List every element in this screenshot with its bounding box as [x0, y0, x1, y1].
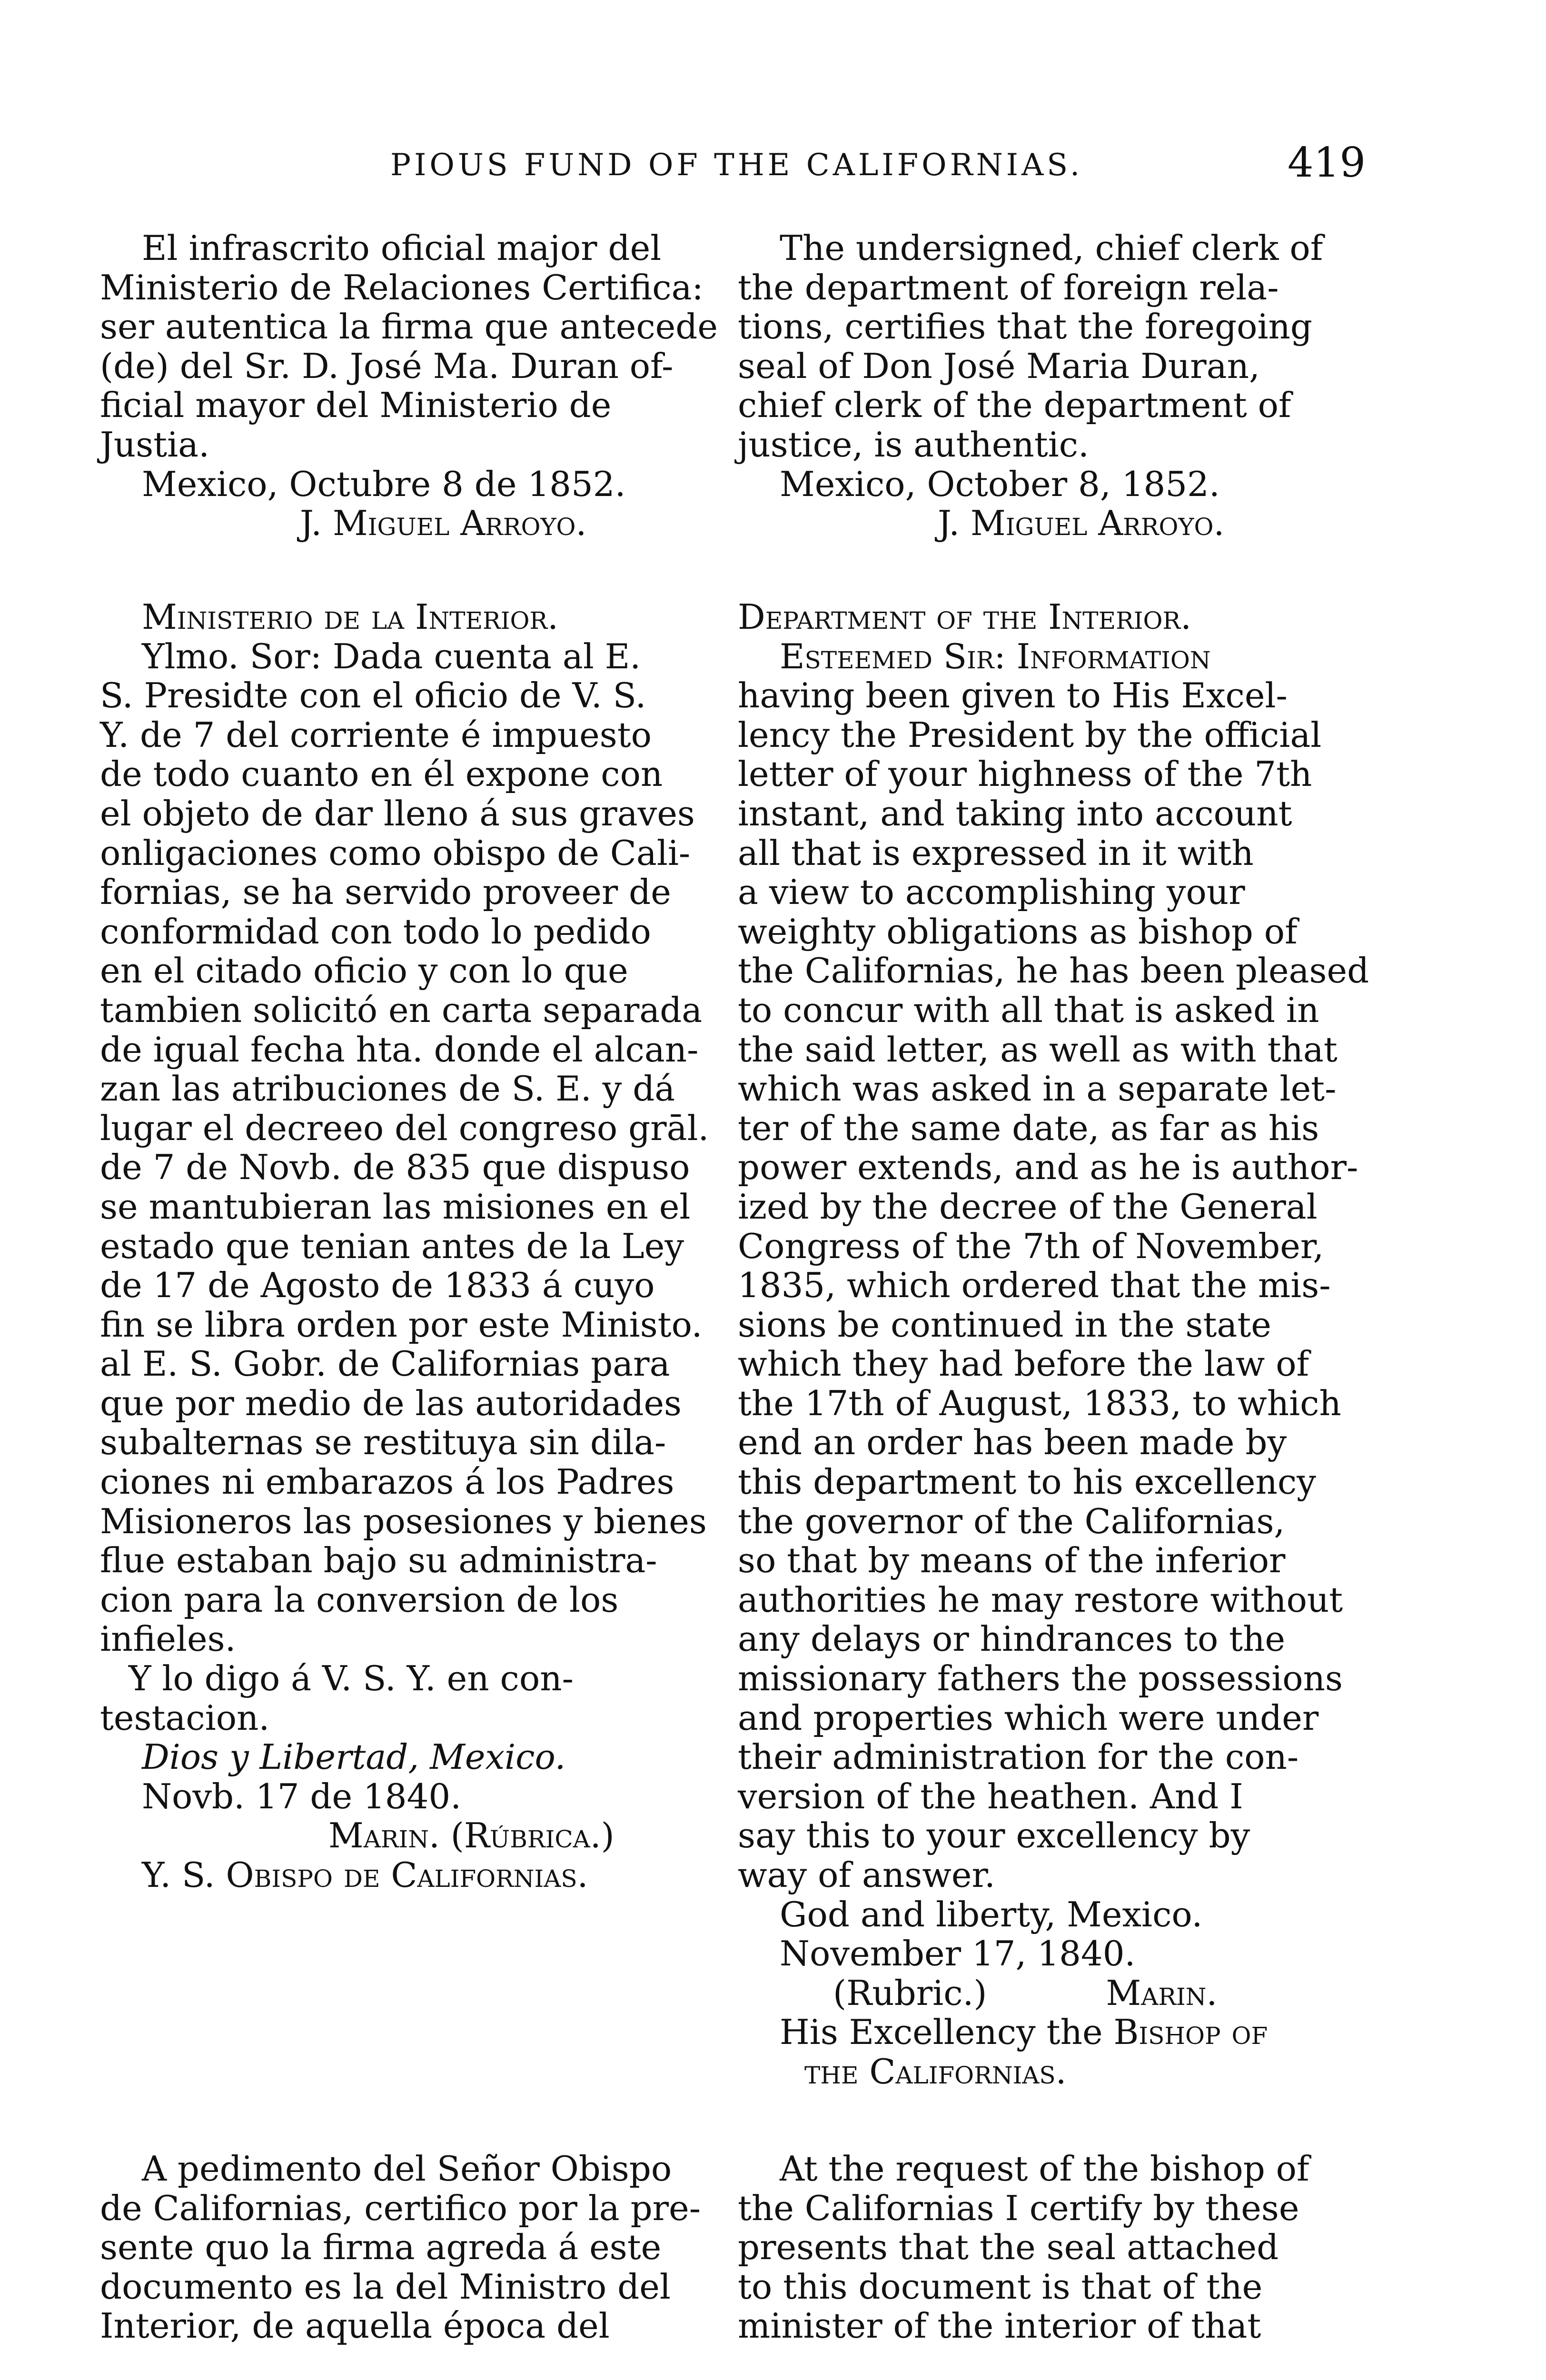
text-line: A pedimento del Señor Obispo — [142, 2149, 672, 2189]
text-line: the governor of the Californias, — [738, 1501, 1285, 1541]
text-line: the Californias, he has been pleased — [738, 951, 1369, 991]
text-line: At the request of the bishop of — [780, 2149, 1309, 2189]
text-line: Y. de 7 del corriente é impuesto — [100, 714, 652, 755]
text-line: de 17 de Agosto de 1833 á cuyo — [100, 1265, 655, 1306]
text-line: The undersigned, chief clerk of — [780, 228, 1323, 268]
text-line: chief clerk of the department of — [738, 385, 1291, 426]
text-line: de todo cuanto en él expone con — [100, 754, 663, 794]
text-line: instant, and taking into account — [738, 793, 1292, 833]
text-line: subalternas se restituya sin dila- — [100, 1422, 666, 1463]
text-line: this department to his excellency — [738, 1462, 1316, 1502]
text-line: lency the President by the official — [738, 714, 1322, 755]
text-line: ized by the decree of the General — [738, 1186, 1318, 1227]
salutation-line: Esteemed Sir: Information — [780, 636, 1211, 676]
text-line: de 7 de Novb. de 835 que dispuso — [100, 1147, 690, 1188]
rubric-label: (Rubric.) — [833, 1973, 987, 2013]
text-line: flue estaban bajo su administra- — [100, 1540, 657, 1581]
text-line: fornias, se ha servido proveer de — [100, 872, 671, 912]
text-line: de igual fecha hta. donde el alcan- — [100, 1029, 699, 1070]
addressee-line: the Californias. — [804, 2051, 1067, 2092]
left-certificate-block — [100, 228, 718, 544]
text-line: Y lo digo á V. S. Y. en con- — [129, 1658, 574, 1699]
addressee-line: His Excellency the Bishop of — [780, 2012, 1268, 2053]
text-line: letter of your highness of the 7th — [738, 754, 1312, 794]
text-line: El infrascrito oficial major del — [142, 228, 662, 268]
text-line: al E. S. Gobr. de Californias para — [100, 1344, 670, 1384]
text-line: their administration for the con- — [738, 1737, 1299, 1777]
signature: Marin. (Rúbrica.) — [328, 1815, 614, 1856]
text-line: to concur with all that is asked in — [738, 990, 1319, 1030]
text-line: presents that the seal attached — [738, 2227, 1279, 2268]
text-line: se mantubieran las misiones en el — [100, 1186, 691, 1227]
date-line: Novb. 17 de 1840. — [142, 1776, 462, 1816]
text-line: Ministerio de Relaciones Certifica: — [100, 267, 704, 307]
text-line: Justia. — [100, 424, 209, 465]
text-line: the said letter, as well as with that — [738, 1029, 1338, 1070]
text-line: the department of foreign rela- — [738, 267, 1279, 307]
section-heading: Ministerio de la Interior. — [142, 597, 558, 637]
rubric-line — [738, 1973, 1333, 2013]
text-line: seal of Don José Maria Duran, — [738, 346, 1260, 386]
text-line: version of the heathen. And I — [738, 1776, 1243, 1816]
text-line: which was asked in a separate let- — [738, 1069, 1337, 1109]
running-header — [0, 139, 1546, 195]
section-heading: Department of the Interior. — [738, 597, 1192, 637]
text-line: a view to accomplishing your — [738, 872, 1245, 912]
text-line: conformidad con todo lo pedido — [100, 911, 651, 952]
text-line: 1835, which ordered that the mis- — [738, 1265, 1331, 1306]
text-line: que por medio de las autoridades — [100, 1383, 682, 1423]
signature: J. Miguel Arroyo. — [300, 503, 587, 544]
text-line: testacion. — [100, 1697, 270, 1738]
closing-line: Dios y Libertad, Mexico. — [142, 1737, 566, 1777]
text-line: tambien solicitó en carta separada — [100, 990, 703, 1030]
text-line: onligaciones como obispo de Cali- — [100, 833, 691, 873]
text-line: Interior, de aquella época del — [100, 2306, 610, 2346]
left-letter-block — [100, 597, 709, 1895]
text-line: and properties which were under — [738, 1697, 1319, 1738]
text-line: infieles. — [100, 1619, 236, 1659]
addressee-line: Y. S. Obispo de Californias. — [142, 1855, 588, 1895]
text-line: any delays or hindrances to the — [738, 1619, 1286, 1659]
text-line: lugar el decreeo del congreso grāl. — [100, 1108, 709, 1148]
left-request-block — [100, 2149, 701, 2346]
text-line: justice, is authentic. — [738, 424, 1089, 465]
signature: J. Miguel Arroyo. — [938, 503, 1225, 544]
text-line: Misioneros las posesiones y bienes — [100, 1501, 707, 1541]
page-number: 419 — [1288, 139, 1366, 187]
right-request-block — [738, 2149, 1333, 2346]
text-line: all that is expressed in it with — [738, 833, 1254, 873]
text-line: S. Presidte con el oficio de V. S. — [100, 675, 646, 716]
date-line: Mexico, October 8, 1852. — [780, 464, 1220, 504]
text-line: fin se libra orden por este Ministo. — [100, 1304, 703, 1345]
text-line: so that by means of the inferior — [738, 1540, 1286, 1581]
text-line: missionary fathers the possessions — [738, 1658, 1343, 1699]
right-certificate-block — [738, 228, 1333, 543]
text-line: en el citado oficio y con lo que — [100, 951, 628, 991]
salutation-line: Ylmo. Sor: Dada cuenta al E. — [142, 636, 641, 676]
text-line: zan las atribuciones de S. E. y dá — [100, 1069, 675, 1109]
signature: Marin. — [1106, 1973, 1218, 2013]
text-line: authorities he may restore without — [738, 1579, 1343, 1620]
text-line: say this to your excellency by — [738, 1815, 1250, 1856]
date-line: Mexico, Octubre 8 de 1852. — [142, 464, 626, 504]
text-line: having been given to His Excel- — [738, 675, 1288, 716]
text-line: estado que tenian antes de la Ley — [100, 1226, 684, 1266]
closing-line: God and liberty, Mexico. — [780, 1894, 1203, 1934]
text-line: which they had before the law of — [738, 1344, 1309, 1384]
text-line: el objeto de dar lleno á sus graves — [100, 793, 695, 833]
text-line: power extends, and as he is author- — [738, 1147, 1358, 1188]
text-line: ficial mayor del Ministerio de — [100, 385, 612, 426]
text-line: the Californias I certify by these — [738, 2188, 1299, 2228]
running-title: PIOUS FUND OF THE CALIFORNIAS. — [390, 148, 1083, 183]
text-line: ter of the same date, as far as his — [738, 1108, 1319, 1148]
text-line: tions, certifies that the foregoing — [738, 307, 1312, 347]
date-line: November 17, 1840. — [780, 1934, 1136, 1974]
text-line: de Californias, certifico por la pre- — [100, 2188, 701, 2228]
text-line: end an order has been made by — [738, 1422, 1287, 1463]
text-line: ser autentica la firma que antecede — [100, 307, 718, 347]
text-line: way of answer. — [738, 1855, 995, 1895]
text-line: documento es la del Ministro del — [100, 2266, 671, 2307]
text-line: minister of the interior of that — [738, 2306, 1261, 2346]
text-line: cion para la conversion de los — [100, 1579, 619, 1620]
text-line: Congress of the 7th of November, — [738, 1226, 1324, 1266]
addressee-title: Bishop of — [1113, 2012, 1268, 2053]
text-line: sions be continued in the state — [738, 1304, 1271, 1345]
text-line: sente quo la firma agreda á este — [100, 2227, 662, 2268]
text-line: ciones ni embarazos á los Padres — [100, 1462, 674, 1502]
text-line: (de) del Sr. D. José Ma. Duran of- — [100, 346, 674, 386]
text-line: weighty obligations as bishop of — [738, 911, 1298, 952]
right-letter-block — [738, 597, 1369, 2092]
text-line: to this document is that of the — [738, 2266, 1263, 2307]
text-line: the 17th of August, 1833, to which — [738, 1383, 1341, 1423]
